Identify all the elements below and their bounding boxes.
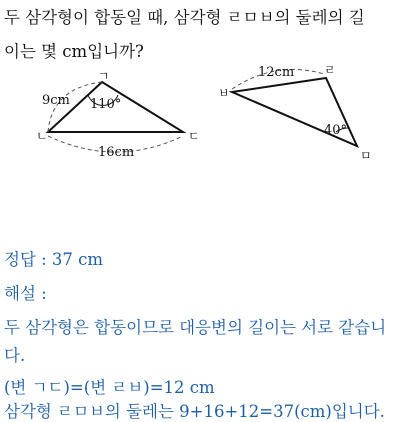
angle-label-40: 40°: [324, 123, 348, 138]
right-triangle: [218, 63, 372, 163]
explanation-line-2: 다.: [4, 346, 26, 365]
side-label-12cm: 12cm: [258, 65, 295, 80]
vertex-label-top: ㄱ: [98, 69, 110, 83]
vertex-label-top: ㄹ: [324, 63, 336, 77]
conclusion-line: 삼각형 ㄹㅁㅂ의 둘레는 9+16+12=37(cm)입니다.: [4, 402, 385, 421]
vertex-label-left: ㄴ: [36, 129, 48, 143]
solution-heading: 해설 :: [4, 284, 47, 303]
question-line-2: 이는 몇 cm입니까?: [4, 42, 144, 61]
side-label-16cm: 16cm: [98, 145, 135, 160]
angle-label-110: 110°: [90, 97, 122, 112]
side-label-9cm: 9cm: [42, 93, 70, 108]
equation-line: (변 ㄱㄷ)=(변 ㄹㅂ)=12 cm: [4, 378, 215, 397]
vertex-label-bottom: ㅁ: [360, 149, 372, 163]
vertex-label-right: ㄷ: [188, 129, 200, 143]
left-triangle: [36, 69, 200, 160]
explanation-line-1: 두 삼각형은 합동이므로 대응변의 길이는 서로 같습니: [4, 318, 387, 337]
answer-line: 정답 : 37 cm: [4, 250, 104, 269]
vertex-label-left: ㅂ: [218, 86, 230, 100]
question-line-1: 두 삼각형이 합동일 때, 삼각형 ㄹㅁㅂ의 둘레의 길: [4, 8, 365, 27]
triangles-figure: [0, 58, 400, 170]
